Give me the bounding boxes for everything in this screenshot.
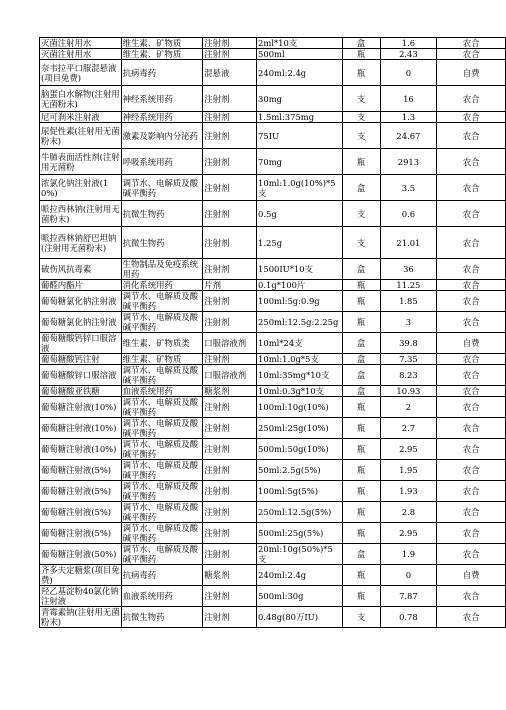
spec-cell: 240ml:2.4g <box>257 60 343 86</box>
insurance-cell: 农合 <box>437 418 506 439</box>
table-row <box>40 175 506 201</box>
drug-name-cell: 葡萄糖注射液(10%) <box>40 418 122 439</box>
drug-name-cell: 破伤风抗毒素 <box>40 259 122 280</box>
table-row <box>40 291 506 312</box>
table-row <box>40 418 506 439</box>
spec-cell: 0.48g(80万IU) <box>257 607 343 628</box>
spec-cell: 2ml*10支 <box>257 38 343 49</box>
insurance-cell: 农合 <box>437 586 506 607</box>
category-cell: 调节水、电解质及酸碱平衡药 <box>121 312 203 333</box>
insurance-cell: 农合 <box>437 227 506 259</box>
price-cell: 8.23 <box>380 365 437 386</box>
insurance-cell: 农合 <box>437 365 506 386</box>
drug-name-cell: 灭菌注射用水 <box>40 49 122 60</box>
price-cell: 0 <box>380 60 437 86</box>
category-cell: 调节水、电解质及酸碱平衡药 <box>121 418 203 439</box>
dosage-form-cell: 注射剂 <box>203 523 257 544</box>
insurance-cell: 农合 <box>437 280 506 291</box>
dosage-form-cell: 注射剂 <box>203 86 257 112</box>
dosage-form-cell: 注射剂 <box>203 460 257 481</box>
spec-cell: 10ml:1.0g(10%)*5支 <box>257 175 343 201</box>
table-row <box>40 49 506 60</box>
insurance-cell: 农合 <box>437 354 506 365</box>
drug-name-cell: 葡萄糖注射液(10%) <box>40 397 122 418</box>
table-row <box>40 586 506 607</box>
category-cell: 抗病毒药 <box>121 60 203 86</box>
unit-cell: 盒 <box>342 38 380 49</box>
category-cell: 调节水、电解质及酸碱平衡药 <box>121 523 203 544</box>
price-cell: 3 <box>380 312 437 333</box>
table-row <box>40 60 506 86</box>
table-row <box>40 354 506 365</box>
dosage-form-cell: 糖浆剂 <box>203 386 257 397</box>
spec-cell: 30mg <box>257 86 343 112</box>
table-row <box>40 460 506 481</box>
table-body <box>40 38 506 628</box>
unit-cell: 瓶 <box>342 586 380 607</box>
spec-cell: 500ml <box>257 49 343 60</box>
insurance-cell: 农合 <box>437 49 506 60</box>
insurance-cell: 农合 <box>437 439 506 460</box>
unit-cell: 盒 <box>342 544 380 565</box>
drug-name-cell: 尿促性素(注射用无菌粉末) <box>40 123 122 149</box>
spec-cell: 10ml:1.0g*5支 <box>257 354 343 365</box>
drug-name-cell: 葡萄糖酸锌口服溶液 <box>40 365 122 386</box>
table-row <box>40 544 506 565</box>
dosage-form-cell: 注射剂 <box>203 38 257 49</box>
drug-name-cell: 哌拉西林钠舒巴坦钠(注射用无菌粉末) <box>40 227 122 259</box>
price-cell: 36 <box>380 259 437 280</box>
unit-cell: 盒 <box>342 365 380 386</box>
price-cell: 2.95 <box>380 439 437 460</box>
drug-name-cell: 葡萄糖酸钙注射 <box>40 354 122 365</box>
price-cell: 1.85 <box>380 291 437 312</box>
spec-cell: 100ml:10g(10%) <box>257 397 343 418</box>
dosage-form-cell: 注射剂 <box>203 586 257 607</box>
category-cell: 调节水、电解质及酸碱平衡药 <box>121 544 203 565</box>
drug-name-cell: 浓氯化钠注射液(10%) <box>40 175 122 201</box>
category-cell: 抗微生物药 <box>121 201 203 227</box>
spec-cell: 100ml:5g(5%) <box>257 481 343 502</box>
insurance-cell: 农合 <box>437 38 506 49</box>
dosage-form-cell: 注射剂 <box>203 312 257 333</box>
category-cell: 调节水、电解质及酸碱平衡药 <box>121 460 203 481</box>
spec-cell: 500ml:25g(5%) <box>257 523 343 544</box>
table-row <box>40 607 506 628</box>
dosage-form-cell: 口服溶液剂 <box>203 333 257 354</box>
category-cell: 调节水、电解质及酸碱平衡药 <box>121 439 203 460</box>
dosage-form-cell: 注射剂 <box>203 291 257 312</box>
unit-cell: 盒 <box>342 386 380 397</box>
unit-cell: 瓶 <box>342 397 380 418</box>
category-cell: 维生素、矿物质 <box>121 38 203 49</box>
category-cell: 调节水、电解质及酸碱平衡药 <box>121 397 203 418</box>
category-cell: 呼吸系统用药 <box>121 149 203 175</box>
unit-cell: 瓶 <box>342 523 380 544</box>
insurance-cell: 农合 <box>437 201 506 227</box>
unit-cell: 支 <box>342 86 380 112</box>
drug-name-cell: 齐多夫定糖浆(项目免费) <box>41 565 120 585</box>
drug-name-cell: 葡萄糖注射液(10%) <box>40 439 122 460</box>
dosage-form-cell: 糖浆剂 <box>203 565 257 586</box>
drug-name-cell: 牛肺表面活性剂(注射用无菌粉 <box>40 149 122 175</box>
price-cell: 10.93 <box>380 386 437 397</box>
drug-name-cell: 脑蛋白水解物(注射用无菌粉末) <box>40 86 122 112</box>
dosage-form-cell: 注射剂 <box>203 481 257 502</box>
insurance-cell: 农合 <box>437 149 506 175</box>
spec-cell: 10ml*24支 <box>257 333 343 354</box>
price-cell: 39.8 <box>380 333 437 354</box>
dosage-form-cell: 注射剂 <box>203 259 257 280</box>
dosage-form-cell: 注射剂 <box>203 397 257 418</box>
dosage-form-cell: 注射剂 <box>203 227 257 259</box>
insurance-cell: 农合 <box>437 291 506 312</box>
category-cell: 血液系统用药 <box>121 386 203 397</box>
price-cell: 1.95 <box>380 460 437 481</box>
insurance-cell: 农合 <box>437 312 506 333</box>
table-row <box>40 365 506 386</box>
price-cell: 7.87 <box>380 586 437 607</box>
dosage-form-cell: 注射剂 <box>203 149 257 175</box>
table-row <box>40 123 506 149</box>
spec-cell: 500ml:50g(10%) <box>257 439 343 460</box>
insurance-cell: 农合 <box>437 481 506 502</box>
category-cell: 维生素、矿物质 <box>121 354 203 365</box>
dosage-form-cell: 口服溶液剂 <box>203 365 257 386</box>
price-cell: 11.25 <box>380 280 437 291</box>
unit-cell: 盒 <box>342 175 380 201</box>
table-row <box>40 38 506 49</box>
spec-cell: 10ml:35mg*10支 <box>257 365 343 386</box>
unit-cell: 瓶 <box>342 460 380 481</box>
unit-cell: 支 <box>342 201 380 227</box>
unit-cell: 瓶 <box>342 502 380 523</box>
price-cell: 2.7 <box>380 418 437 439</box>
unit-cell: 盒 <box>342 354 380 365</box>
drug-name-cell: 葡萄糖注射液(5%) <box>40 523 122 544</box>
category-cell: 神经系统用药 <box>121 86 203 112</box>
price-cell: 16 <box>380 86 437 112</box>
dosage-form-cell: 注射剂 <box>203 354 257 365</box>
table-row <box>40 502 506 523</box>
price-cell: 1.93 <box>380 481 437 502</box>
price-cell: 1.9 <box>380 544 437 565</box>
price-cell: 0.78 <box>380 607 437 628</box>
dosage-form-cell: 混悬液 <box>203 60 257 86</box>
category-cell: 调节水、电解质及酸碱平衡药 <box>121 291 203 312</box>
drug-name-cell: 葡萄糖氯化钠注射液 <box>40 312 122 333</box>
drug-name-cell: 葡萄糖酸钙锌口服溶液 <box>40 333 122 354</box>
table-row <box>40 86 506 112</box>
category-cell: 调节水、电解质及酸碱平衡药 <box>121 502 203 523</box>
unit-cell: 瓶 <box>342 60 380 86</box>
category-cell: 激素及影响内分泌药 <box>121 123 203 149</box>
table-row <box>40 481 506 502</box>
drug-name-cell: 羟乙基淀粉40氯化钠注射液 <box>40 586 122 607</box>
drug-price-table <box>39 37 506 628</box>
drug-name-cell: 尼可刹米注射液 <box>40 112 122 123</box>
dosage-form-cell: 注射剂 <box>203 49 257 60</box>
unit-cell: 瓶 <box>342 418 380 439</box>
category-cell: 调节水、电解质及酸碱平衡药 <box>121 481 203 502</box>
spec-cell: 240ml:2.4g <box>257 565 343 586</box>
drug-name-cell: 葡萄糖氯化钠注射液 <box>40 291 122 312</box>
spec-cell: 1500IU*10支 <box>257 259 343 280</box>
category-cell: 维生素、矿物质类 <box>121 333 203 354</box>
spec-cell: 50ml:2.5g(5%) <box>257 460 343 481</box>
drug-name-cell: 奈韦拉平口服混悬液(项目免费) <box>40 60 122 86</box>
spec-cell: 0.5g <box>257 201 343 227</box>
drug-name-cell: 葡醛内酯片 <box>40 280 122 291</box>
spec-cell: 1.25g <box>257 227 343 259</box>
table-row <box>40 149 506 175</box>
unit-cell: 瓶 <box>342 439 380 460</box>
spec-cell: 10ml:0.3g*10支 <box>257 386 343 397</box>
table-row <box>40 259 506 280</box>
dosage-form-cell: 注射剂 <box>203 502 257 523</box>
category-cell: 生物制品及免疫系统用药 <box>121 259 203 280</box>
price-cell: 2 <box>380 397 437 418</box>
spec-cell: 250ml:25g(10%) <box>257 418 343 439</box>
unit-cell: 瓶 <box>342 280 380 291</box>
unit-cell: 支 <box>342 123 380 149</box>
spec-cell: 250ml:12.5g(5%) <box>257 502 343 523</box>
category-cell: 调节水、电解质及酸碱平衡药 <box>121 175 203 201</box>
spec-cell: 250ml:12.5g:2.25g <box>257 312 343 333</box>
category-cell: 血液系统用药 <box>121 586 203 607</box>
spec-cell: 20ml:10g(50%)*5支 <box>257 544 343 565</box>
table-row <box>40 439 506 460</box>
table-row <box>40 227 506 259</box>
price-cell: 21.01 <box>380 227 437 259</box>
insurance-cell: 农合 <box>437 397 506 418</box>
table-row <box>40 523 506 544</box>
insurance-cell: 农合 <box>437 544 506 565</box>
drug-name-cell: 灭菌注射用水 <box>40 38 122 49</box>
unit-cell: 盒 <box>342 333 380 354</box>
drug-name-cell: 青霉素钠(注射用无菌粉末) <box>41 607 120 627</box>
insurance-cell: 农合 <box>437 523 506 544</box>
price-cell: 24.67 <box>380 123 437 149</box>
table-row <box>40 312 506 333</box>
unit-cell: 支 <box>342 607 380 628</box>
price-cell: 2.8 <box>380 502 437 523</box>
dosage-form-cell: 片剂 <box>203 280 257 291</box>
unit-cell: 瓶 <box>342 565 380 586</box>
insurance-cell: 自费 <box>437 333 506 354</box>
unit-cell: 瓶 <box>342 312 380 333</box>
insurance-cell: 农合 <box>437 86 506 112</box>
table-row <box>40 565 506 586</box>
insurance-cell: 农合 <box>437 386 506 397</box>
price-cell: 1.3 <box>380 112 437 123</box>
insurance-cell: 自费 <box>437 60 506 86</box>
price-cell: 2.95 <box>380 523 437 544</box>
dosage-form-cell: 注射剂 <box>203 544 257 565</box>
drug-name-cell: 葡萄糖注射液(5%) <box>40 460 122 481</box>
unit-cell: 瓶 <box>342 49 380 60</box>
insurance-cell: 农合 <box>437 175 506 201</box>
spec-cell: 0.1g*100片 <box>257 280 343 291</box>
category-cell: 调节水、电解质及酸碱平衡药 <box>121 365 203 386</box>
unit-cell: 盒 <box>342 259 380 280</box>
price-cell: 7.35 <box>380 354 437 365</box>
drug-name-cell: 葡萄糖酸亚铁糖 <box>40 386 122 397</box>
dosage-form-cell: 注射剂 <box>203 123 257 149</box>
dosage-form-cell: 注射剂 <box>203 607 257 628</box>
category-cell: 神经系统用药 <box>121 112 203 123</box>
table-row <box>40 112 506 123</box>
dosage-form-cell: 注射剂 <box>203 439 257 460</box>
dosage-form-cell: 注射剂 <box>203 418 257 439</box>
category-cell: 抗病毒药 <box>121 565 203 586</box>
spec-cell: 75IU <box>257 123 343 149</box>
price-cell: 0.6 <box>380 201 437 227</box>
drug-name-cell: 哌拉西林钠(注射用无菌粉末) <box>40 201 122 227</box>
table-row <box>40 280 506 291</box>
insurance-cell: 农合 <box>437 502 506 523</box>
spec-cell: 500ml:30g <box>257 586 343 607</box>
insurance-cell: 农合 <box>437 607 506 628</box>
dosage-form-cell: 注射剂 <box>203 201 257 227</box>
insurance-cell: 农合 <box>437 460 506 481</box>
table-row <box>40 386 506 397</box>
category-cell: 维生素、矿物质 <box>121 49 203 60</box>
table-row <box>40 201 506 227</box>
unit-cell: 瓶 <box>342 149 380 175</box>
drug-name-cell: 葡萄糖注射液(5%) <box>40 502 122 523</box>
category-cell: 抗微生物药 <box>121 607 203 628</box>
table-row <box>40 333 506 354</box>
insurance-cell: 农合 <box>437 259 506 280</box>
unit-cell: 支 <box>342 227 380 259</box>
unit-cell: 瓶 <box>342 481 380 502</box>
table-row <box>40 397 506 418</box>
drug-name-cell: 葡萄糖注射液(50%) <box>40 544 122 565</box>
drug-name-cell: 葡萄糖注射液(5%) <box>40 481 122 502</box>
unit-cell: 瓶 <box>342 291 380 312</box>
spec-cell: 1.5ml:375mg <box>257 112 343 123</box>
dosage-form-cell: 注射剂 <box>203 175 257 201</box>
price-cell: 2913 <box>380 149 437 175</box>
insurance-cell: 农合 <box>437 123 506 149</box>
insurance-cell: 农合 <box>437 112 506 123</box>
price-cell: 0 <box>380 565 437 586</box>
price-cell: 3.5 <box>380 175 437 201</box>
spec-cell: 70mg <box>257 149 343 175</box>
price-cell: 1.6 <box>380 38 437 49</box>
spec-cell: 100ml:5g:0.9g <box>257 291 343 312</box>
unit-cell: 支 <box>342 112 380 123</box>
category-cell: 抗微生物药 <box>121 227 203 259</box>
price-cell: 2.43 <box>380 49 437 60</box>
category-cell: 消化系统用药 <box>121 280 203 291</box>
dosage-form-cell: 注射剂 <box>203 112 257 123</box>
insurance-cell: 自费 <box>437 565 506 586</box>
